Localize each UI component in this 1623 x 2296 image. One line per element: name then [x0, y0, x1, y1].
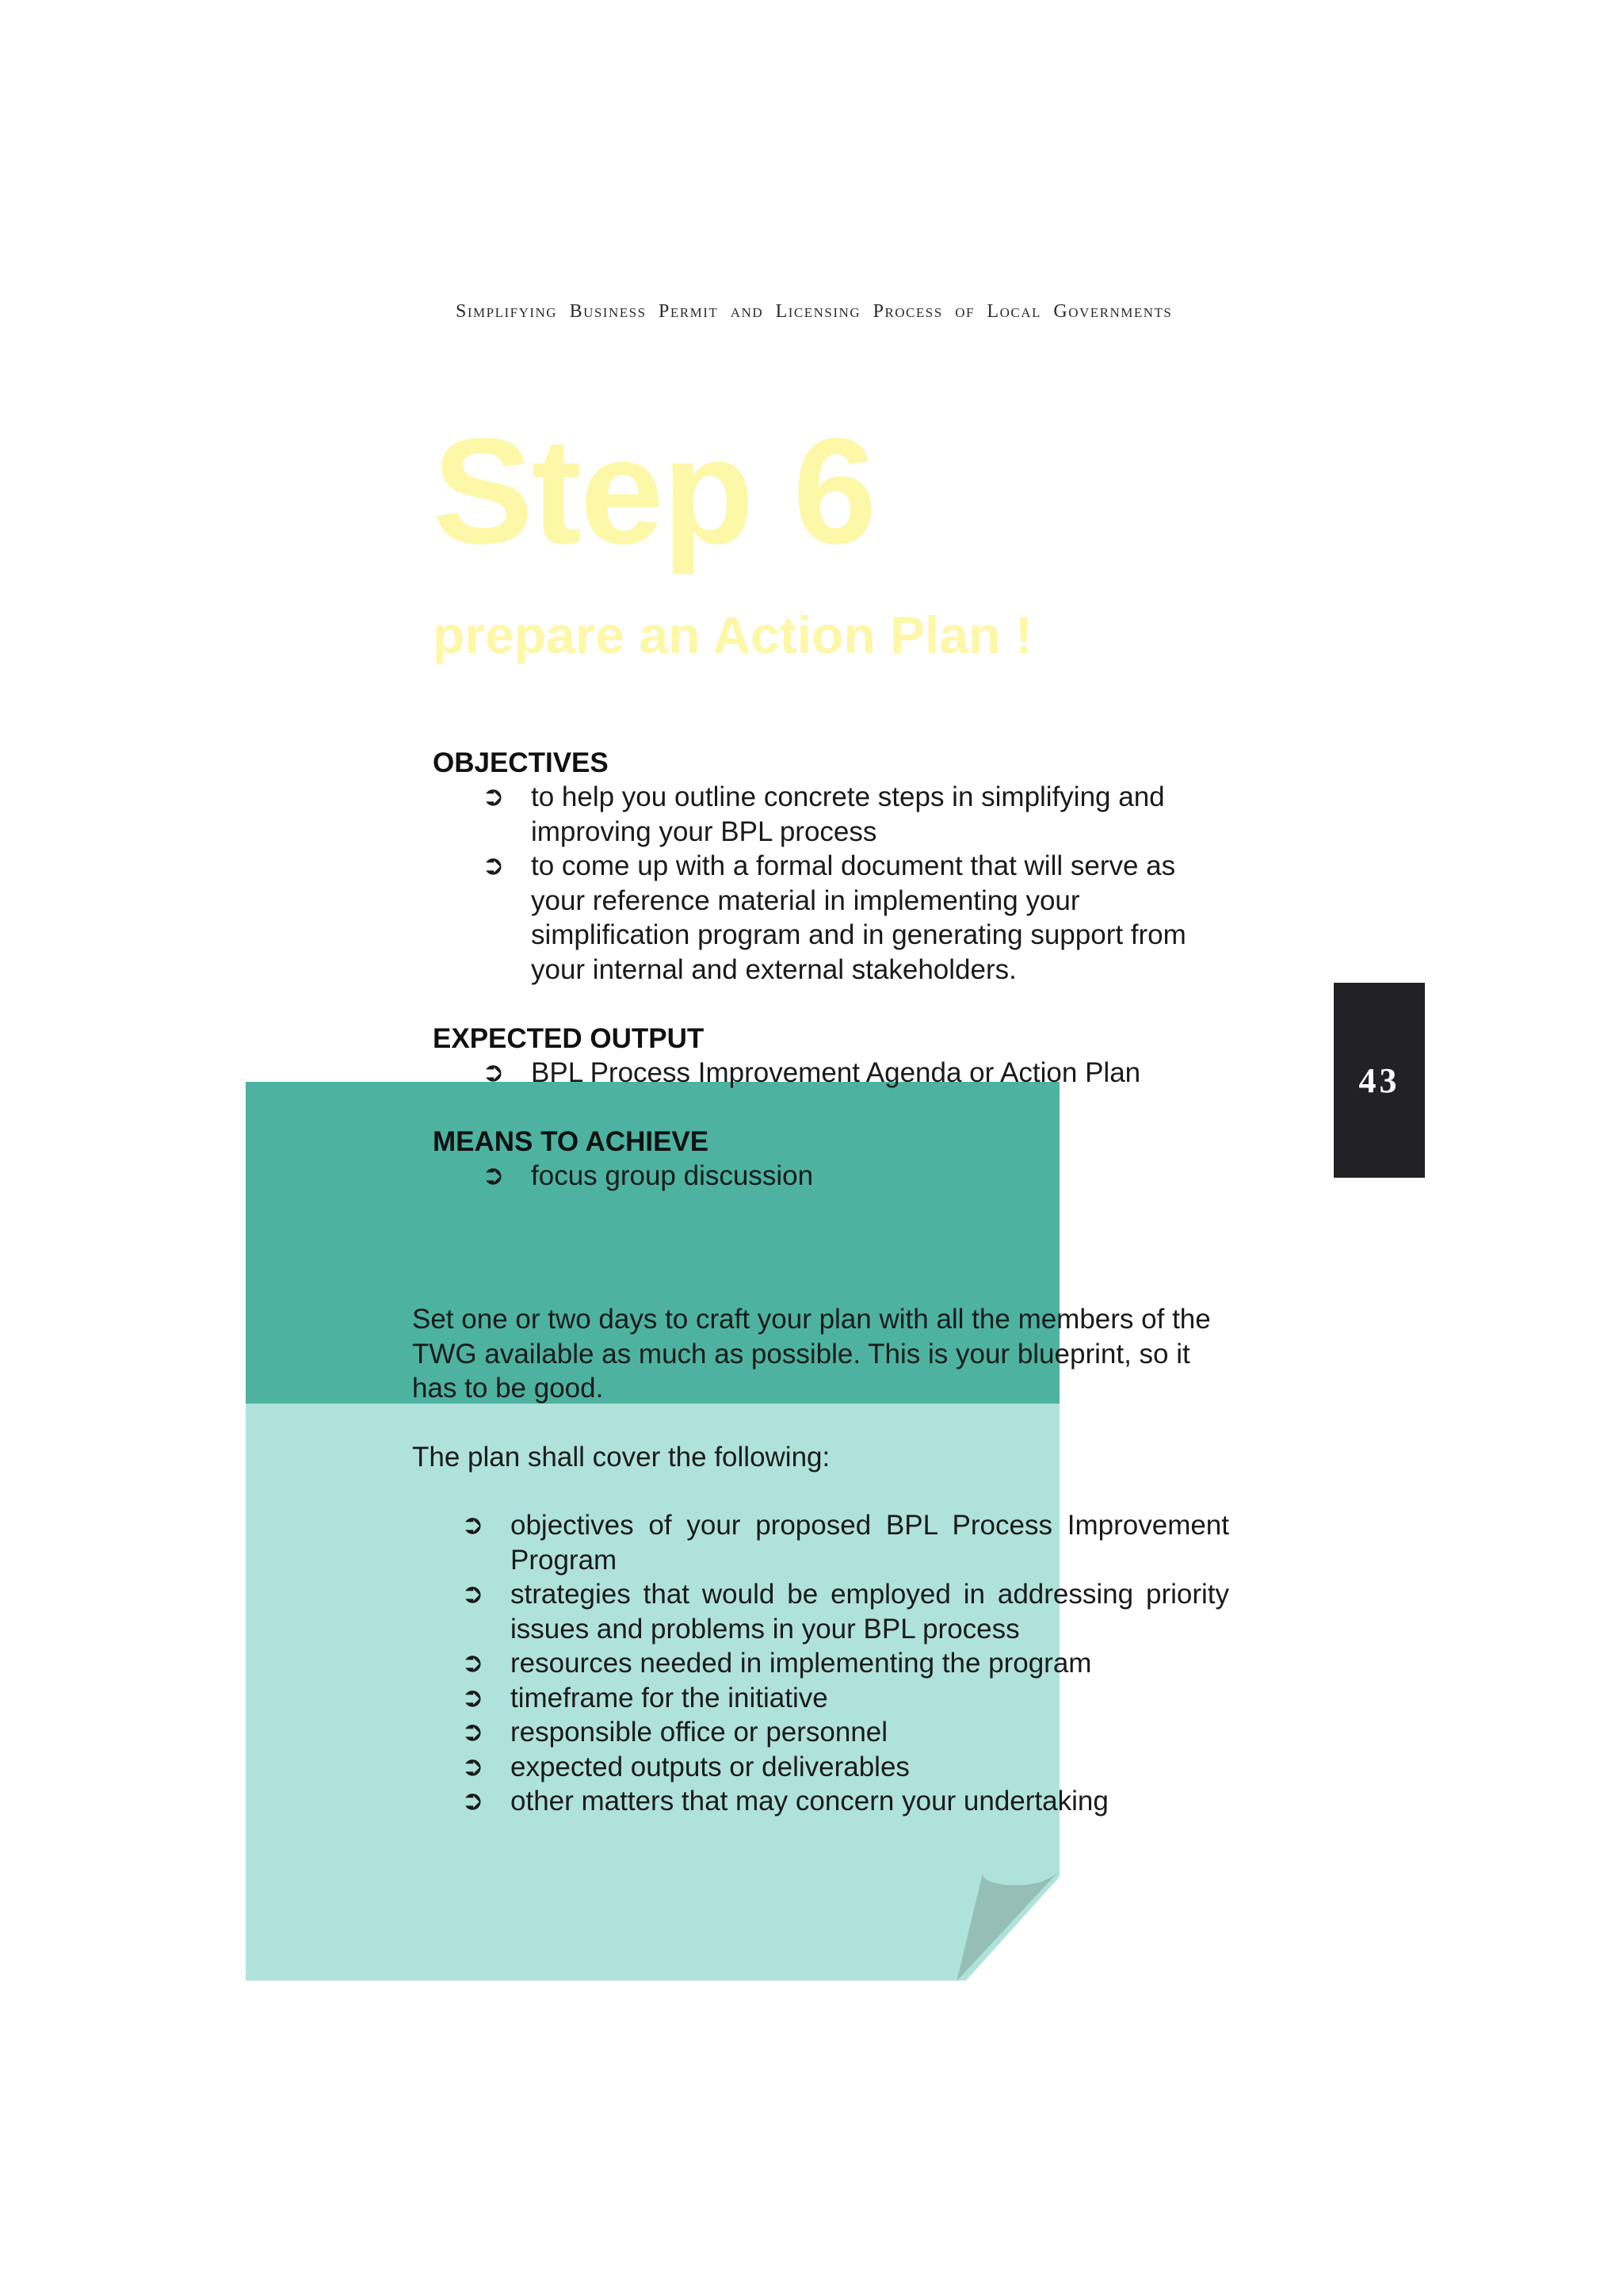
list-item-text: resources needed in implementing the program	[510, 1648, 1092, 1679]
objectives-list	[482, 780, 1205, 987]
arrow-bullet-icon: ➲	[461, 1682, 484, 1713]
list-item-text: to help you outline concrete steps in simplifying and improving your BPL process	[531, 781, 1165, 847]
list-item	[482, 780, 1205, 849]
list-item	[482, 1056, 1205, 1091]
list-item-text: to come up with a formal document that will serve as your reference material in implementing your simplification program and in generating support from your internal and external stakeholders.	[531, 850, 1186, 985]
plan-coverage-list	[461, 1508, 1229, 1819]
list-item-text: strategies that would be employed in addressing priority issues and problems in your BPL process	[510, 1579, 1229, 1645]
arrow-bullet-icon: ➲	[461, 1717, 484, 1747]
body-paragraph-intro: The plan shall cover the following:	[412, 1442, 831, 1473]
step-subtitle: prepare an Action Plan !	[433, 606, 1033, 664]
means-to-achieve-heading: MEANS TO ACHIEVE	[433, 1126, 709, 1157]
page-number-tab	[1334, 983, 1425, 1178]
list-item	[482, 1159, 1205, 1194]
list-item	[461, 1577, 1229, 1646]
arrow-bullet-icon: ➲	[461, 1786, 484, 1816]
list-item-text: other matters that may concern your undertaking	[510, 1786, 1109, 1817]
list-item	[461, 1715, 1229, 1750]
arrow-bullet-icon: ➲	[482, 1057, 505, 1087]
list-item	[461, 1508, 1229, 1577]
list-item	[461, 1784, 1229, 1819]
arrow-bullet-icon: ➲	[482, 781, 505, 812]
list-item-text: focus group discussion	[531, 1160, 814, 1191]
arrow-bullet-icon: ➲	[482, 1160, 505, 1190]
page-number: 43	[1358, 1060, 1400, 1100]
arrow-bullet-icon: ➲	[461, 1510, 484, 1540]
list-item	[461, 1681, 1229, 1716]
page-curl-graphic	[957, 1870, 1060, 1981]
arrow-bullet-icon: ➲	[482, 850, 505, 881]
arrow-bullet-icon: ➲	[461, 1751, 484, 1782]
arrow-bullet-icon: ➲	[461, 1579, 484, 1609]
step-title: Step 6	[433, 407, 876, 575]
list-item-text: timeframe for the initiative	[510, 1682, 828, 1713]
list-item-text: objectives of your proposed BPL Process Improvement Program	[510, 1510, 1229, 1576]
list-item-text: responsible office or personnel	[510, 1717, 888, 1748]
list-item-text: BPL Process Improvement Agenda or Action Plan	[531, 1057, 1141, 1088]
list-item	[482, 849, 1205, 987]
list-item-text: expected outputs or deliverables	[510, 1751, 910, 1782]
list-item	[461, 1646, 1229, 1681]
expected-output-heading: EXPECTED OUTPUT	[433, 1023, 705, 1054]
means-to-achieve-list	[482, 1159, 1205, 1194]
objectives-heading: OBJECTIVES	[433, 747, 609, 778]
running-header: Simplifying Business Permit and Licensing Process of Local Governments	[456, 301, 1173, 322]
expected-output-list	[482, 1056, 1205, 1091]
body-paragraph: Set one or two days to craft your plan with all the members of the TWG available as much as possible. This is your blueprint, so it has to be good.	[412, 1304, 1211, 1404]
arrow-bullet-icon: ➲	[461, 1648, 484, 1678]
list-item	[461, 1750, 1229, 1785]
